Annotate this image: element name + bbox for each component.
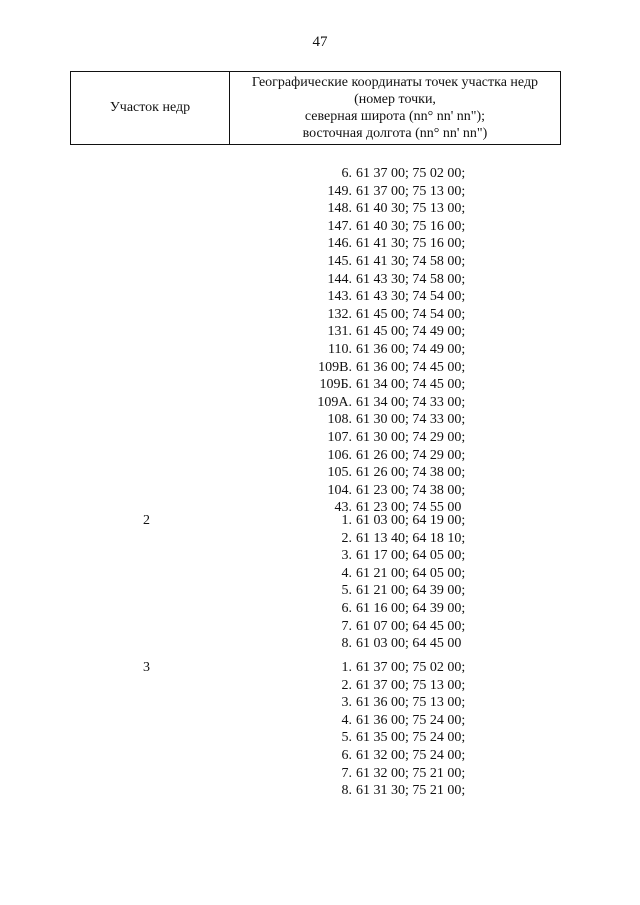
coordinate-row [300,765,476,783]
point-number: 3. [341,548,352,564]
point-number: 7. [341,618,352,634]
coordinate-row [300,376,476,394]
point-coordinates: 61 37 00; 75 13 00; [356,677,466,693]
coordinate-row [300,200,476,218]
point-number: 147. [327,218,352,234]
point-coordinates: 61 43 30; 74 54 00; [356,289,466,305]
point-coordinates: 61 32 00; 75 21 00; [356,765,466,781]
point-number: 144. [327,271,352,287]
point-number: 8. [341,636,352,652]
coordinate-list [300,512,476,653]
coordinate-row [300,600,476,618]
point-coordinates: 61 45 00; 74 54 00; [356,306,466,322]
point-coordinates: 61 23 00; 74 55 00 [356,500,462,516]
point-coordinates: 61 34 00; 74 45 00; [356,377,466,393]
coordinate-row [300,288,476,306]
point-number: 1. [341,660,352,675]
point-coordinates: 61 32 00; 75 24 00; [356,747,466,763]
point-coordinates: 61 41 30; 75 16 00; [356,236,466,252]
coordinate-row [300,183,476,201]
point-coordinates: 61 34 00; 74 33 00; [356,394,466,410]
coordinate-row [300,782,476,800]
point-number: 4. [341,712,352,728]
coordinate-row [300,411,476,429]
header-coordinates-line: (номер точки, [354,92,436,107]
coordinate-row [300,306,476,324]
header-site-label: Участок недр [109,100,191,115]
coordinate-list [300,165,476,517]
point-coordinates: 61 41 30; 74 58 00; [356,253,466,269]
site-number: 2 [143,513,150,528]
point-coordinates: 61 30 00; 74 33 00; [356,412,466,428]
coordinate-row [300,341,476,359]
header-coordinates-line: северная широта (nn° nn' nn"); [304,109,486,124]
point-coordinates: 61 30 00; 74 29 00; [356,429,466,445]
coordinate-row [300,547,476,565]
point-number: 5. [341,583,352,599]
point-number: 145. [327,253,352,269]
page-number: 47 [312,34,328,50]
coordinate-row [300,359,476,377]
coordinate-row [300,482,476,500]
point-number: 131. [327,324,352,340]
coordinate-row [300,712,476,730]
point-number: 7. [341,765,352,781]
coordinate-row [300,235,476,253]
point-coordinates: 61 36 00; 74 49 00; [356,341,466,357]
coordinate-list [300,659,476,800]
coordinate-row [300,659,476,677]
point-number: 109Б. [319,377,352,393]
point-number: 108. [327,412,352,428]
point-coordinates: 61 36 00; 74 45 00; [356,359,466,375]
header-site-column [71,72,230,144]
point-number: 6. [341,747,352,763]
point-number: 3. [341,695,352,711]
point-coordinates: 61 40 30; 75 16 00; [356,218,466,234]
point-coordinates: 61 07 00; 64 45 00; [356,618,466,634]
point-number: 106. [327,447,352,463]
point-number: 8. [341,783,352,799]
coordinate-row [300,253,476,271]
point-coordinates: 61 37 00; 75 02 00; [356,660,466,675]
coordinate-row [300,530,476,548]
coordinate-row [300,429,476,447]
point-number: 148. [327,201,352,217]
point-number: 6. [341,166,352,181]
point-number: 4. [341,565,352,581]
point-coordinates: 61 31 30; 75 21 00; [356,783,466,799]
point-coordinates: 61 43 30; 74 58 00; [356,271,466,287]
point-coordinates: 61 36 00; 75 13 00; [356,695,466,711]
coordinate-row [300,747,476,765]
header-coordinates-column [230,72,560,144]
coordinate-row [300,729,476,747]
point-number: 43. [334,500,352,516]
point-number: 6. [341,600,352,616]
point-number: 2. [341,530,352,546]
coordinate-row [300,677,476,695]
point-coordinates: 61 26 00; 74 38 00; [356,465,466,481]
point-coordinates: 61 45 00; 74 49 00; [356,324,466,340]
point-number: 2. [341,677,352,693]
point-number: 132. [327,306,352,322]
point-number: 149. [327,183,352,199]
coordinate-row [300,165,476,183]
point-number: 107. [327,429,352,445]
coordinate-row [300,464,476,482]
point-coordinates: 61 40 30; 75 13 00; [356,201,466,217]
header-coordinates-line: Географические координаты точек участка недр [251,75,539,90]
point-coordinates: 61 03 00; 64 45 00 [356,636,462,652]
point-coordinates: 61 21 00; 64 05 00; [356,565,466,581]
point-coordinates: 61 16 00; 64 39 00; [356,600,466,616]
coordinate-row [300,323,476,341]
point-number: 104. [327,482,352,498]
coordinate-row [300,394,476,412]
coordinate-row [300,635,476,653]
coordinate-row [300,271,476,289]
site-number: 3 [143,660,150,675]
point-coordinates: 61 13 40; 64 18 10; [356,530,466,546]
coordinate-row [300,218,476,236]
coordinate-row [300,694,476,712]
point-coordinates: 61 37 00; 75 02 00; [356,166,466,181]
point-coordinates: 61 35 00; 75 24 00; [356,730,466,746]
point-coordinates: 61 26 00; 74 29 00; [356,447,466,463]
point-coordinates: 61 21 00; 64 39 00; [356,583,466,599]
coordinate-row [300,447,476,465]
point-number: 105. [327,465,352,481]
point-coordinates: 61 17 00; 64 05 00; [356,548,466,564]
header-coordinates-line: восточная долгота (nn° nn' nn") [302,126,488,141]
point-number: 146. [327,236,352,252]
coordinate-row [300,512,476,530]
point-number: 143. [327,289,352,305]
coordinates-table-header [70,71,561,145]
point-coordinates: 61 23 00; 74 38 00; [356,482,466,498]
point-number: 109А. [317,394,352,410]
point-number: 1. [341,513,352,528]
coordinate-row [300,618,476,636]
point-number: 109В. [318,359,352,375]
point-number: 110. [328,341,352,357]
coordinate-row [300,582,476,600]
point-coordinates: 61 36 00; 75 24 00; [356,712,466,728]
coordinate-row [300,565,476,583]
point-coordinates: 61 03 00; 64 19 00; [356,513,466,528]
point-number: 5. [341,730,352,746]
point-coordinates: 61 37 00; 75 13 00; [356,183,466,199]
